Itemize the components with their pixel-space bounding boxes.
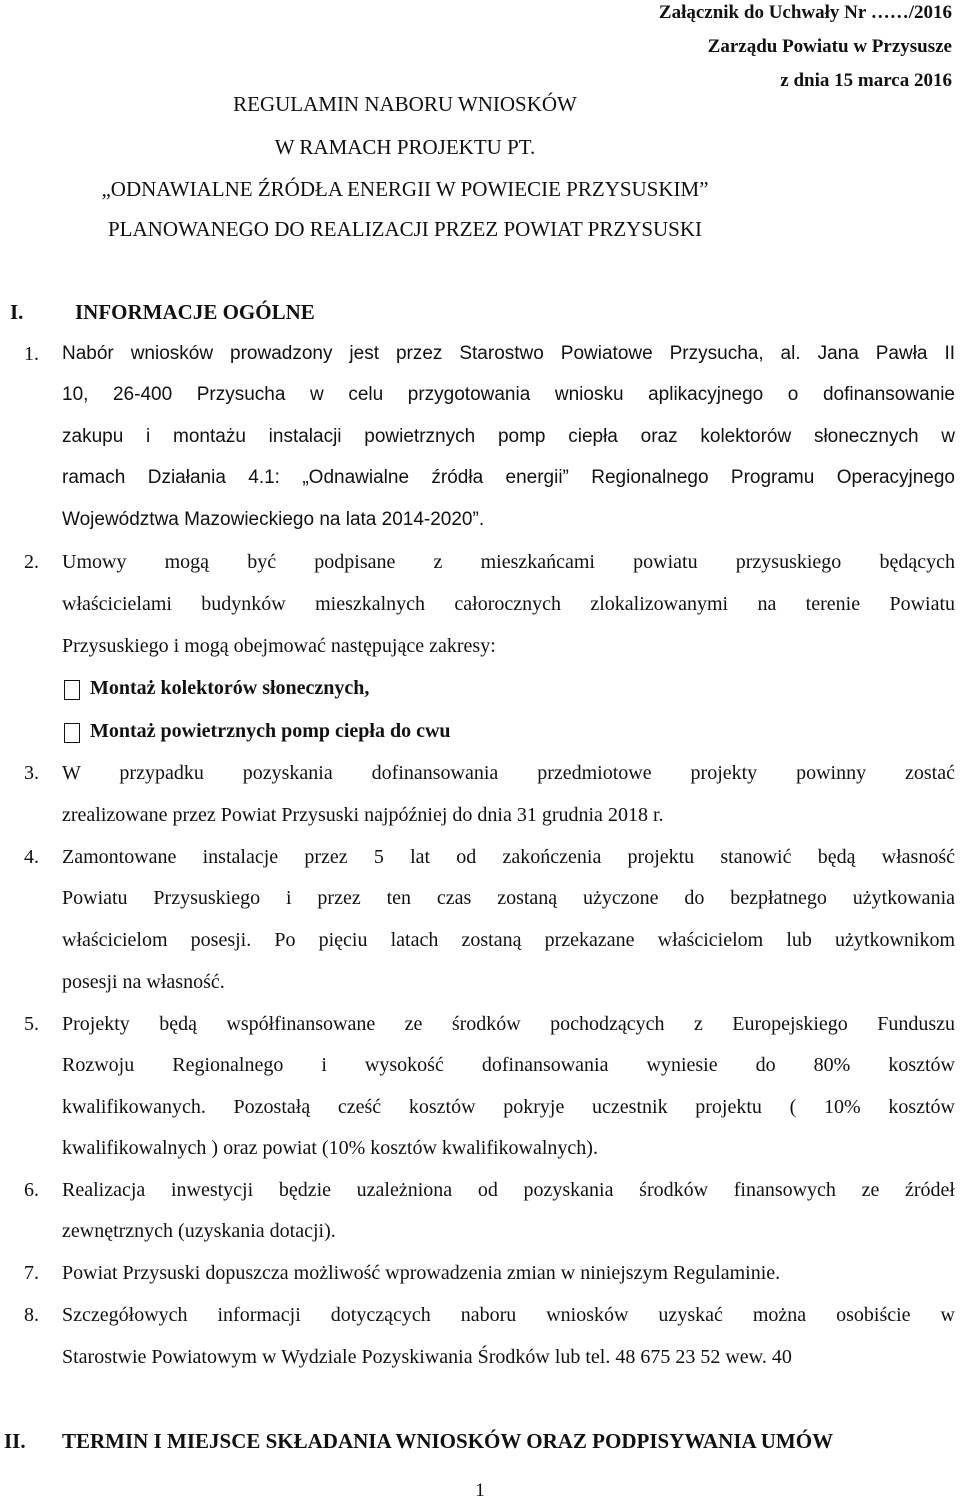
item-6-line-1: Realizacja inwestycji będzie uzależniona od pozyskania środków finansowych ze źródeł xyxy=(62,1179,955,1201)
item-1-number: 1. xyxy=(24,343,39,365)
item-7-number: 7. xyxy=(24,1262,39,1284)
title-line-1: REGULAMIN NABORU WNIOSKÓW xyxy=(233,92,577,116)
item-5-line-2: Rozwoju Regionalnego i wysokość dofinansowania wyniesie do 80% kosztów xyxy=(62,1054,955,1076)
bullet-box-icon xyxy=(64,723,80,743)
item-8-line-2: Starostwie Powiatowym w Wydziale Pozyskiwania Środków lub tel. 48 675 23 52 wew. 40 xyxy=(62,1346,792,1368)
annex-line-3: z dnia 15 marca 2016 xyxy=(780,70,952,91)
annex-line-1: Załącznik do Uchwały Nr ……/2016 xyxy=(658,2,952,23)
section-1-heading: INFORMACJE OGÓLNE xyxy=(75,300,315,324)
title-line-2: W RAMACH PROJEKTU PT. xyxy=(274,135,536,159)
item-5-line-1: Projekty będą współfinansowane ze środków pochodzących z Europejskiego Funduszu xyxy=(62,1013,955,1035)
item-1-line-2: 10, 26-400 Przysucha w celu przygotowania wniosku aplikacyjnego o dofinansowanie xyxy=(62,384,955,405)
item-4-line-3: właścicielom posesji. Po pięciu latach zostaną przekazane właścicielom lub użytkownikom xyxy=(62,929,955,951)
title-line-4: PLANOWANEGO DO REALIZACJI PRZEZ POWIAT PRZYSUSKI xyxy=(107,217,703,241)
item-4-number: 4. xyxy=(24,846,39,868)
item-4-line-4: posesji na własność. xyxy=(62,971,225,993)
section-2-number: II. xyxy=(4,1429,26,1453)
item-5-number: 5. xyxy=(24,1013,39,1035)
item-8-line-1: Szczegółowych informacji dotyczących naboru wniosków uzyskać można osobiście w xyxy=(62,1304,955,1326)
section-2-heading: TERMIN I MIEJSCE SKŁADANIA WNIOSKÓW ORAZ PODPISYWANIA UMÓW xyxy=(62,1429,834,1453)
item-2-line-2: właścicielami budynków mieszkalnych całorocznych zlokalizowanymi na terenie Powiatu xyxy=(62,593,955,615)
item-3-line-2: zrealizowane przez Powiat Przysuski najpóźniej do dnia 31 grudnia 2018 r. xyxy=(62,804,664,826)
item-2-number: 2. xyxy=(24,551,39,573)
item-8-number: 8. xyxy=(24,1304,39,1326)
item-4-line-2: Powiatu Przysuskiego i przez ten czas zostaną użyczone do bezpłatnego użytkowania xyxy=(62,887,955,909)
item-2-bullet-2: Montaż powietrznych pomp ciepła do cwu xyxy=(90,720,451,742)
section-1-number: I. xyxy=(10,300,24,324)
item-4-line-1: Zamontowane instalacje przez 5 lat od zakończenia projektu stanowić będą własność xyxy=(62,846,955,868)
item-3-line-1: W przypadku pozyskania dofinansowania przedmiotowe projekty powinny zostać xyxy=(62,762,955,784)
page-number: 1 xyxy=(475,1480,485,1501)
item-2-bullet-1: Montaż kolektorów słonecznych, xyxy=(90,677,370,699)
annex-line-2: Zarządu Powiatu w Przysusze xyxy=(707,36,952,57)
item-5-line-3: kwalifikowanych. Pozostałą cześć kosztów pokryje uczestnik projektu ( 10% kosztów xyxy=(62,1096,955,1118)
item-5-line-4: kwalifikowalnych ) oraz powiat (10% kosztów kwalifikowalnych). xyxy=(62,1137,598,1159)
item-3-number: 3. xyxy=(24,762,39,784)
item-1-line-1: Nabór wniosków prowadzony jest przez Starostwo Powiatowe Przysucha, al. Jana Pawła II xyxy=(62,343,955,364)
item-1-line-3: zakupu i montażu instalacji powietrznych pomp ciepła oraz kolektorów słonecznych w xyxy=(62,426,955,447)
item-2-line-1: Umowy mogą być podpisane z mieszkańcami powiatu przysuskiego będących xyxy=(62,551,955,573)
item-6-line-2: zewnętrznych (uzyskania dotacji). xyxy=(62,1220,336,1242)
title-line-3: „ODNAWIALNE ŹRÓDŁA ENERGII W POWIECIE PRZYSUSKIM” xyxy=(101,177,709,201)
bullet-box-icon xyxy=(64,680,80,700)
item-7-line-1: Powiat Przysuski dopuszcza możliwość wprowadzenia zmian w niniejszym Regulaminie. xyxy=(62,1262,781,1284)
item-1-line-4: ramach Działania 4.1: „Odnawialne źródła energii” Regionalnego Programu Operacyjnego xyxy=(62,467,955,488)
item-1-line-5: Województwa Mazowieckiego na lata 2014-2020”. xyxy=(62,509,485,530)
item-2-line-3: Przysuskiego i mogą obejmować następujące zakresy: xyxy=(62,635,496,657)
item-6-number: 6. xyxy=(24,1179,39,1201)
